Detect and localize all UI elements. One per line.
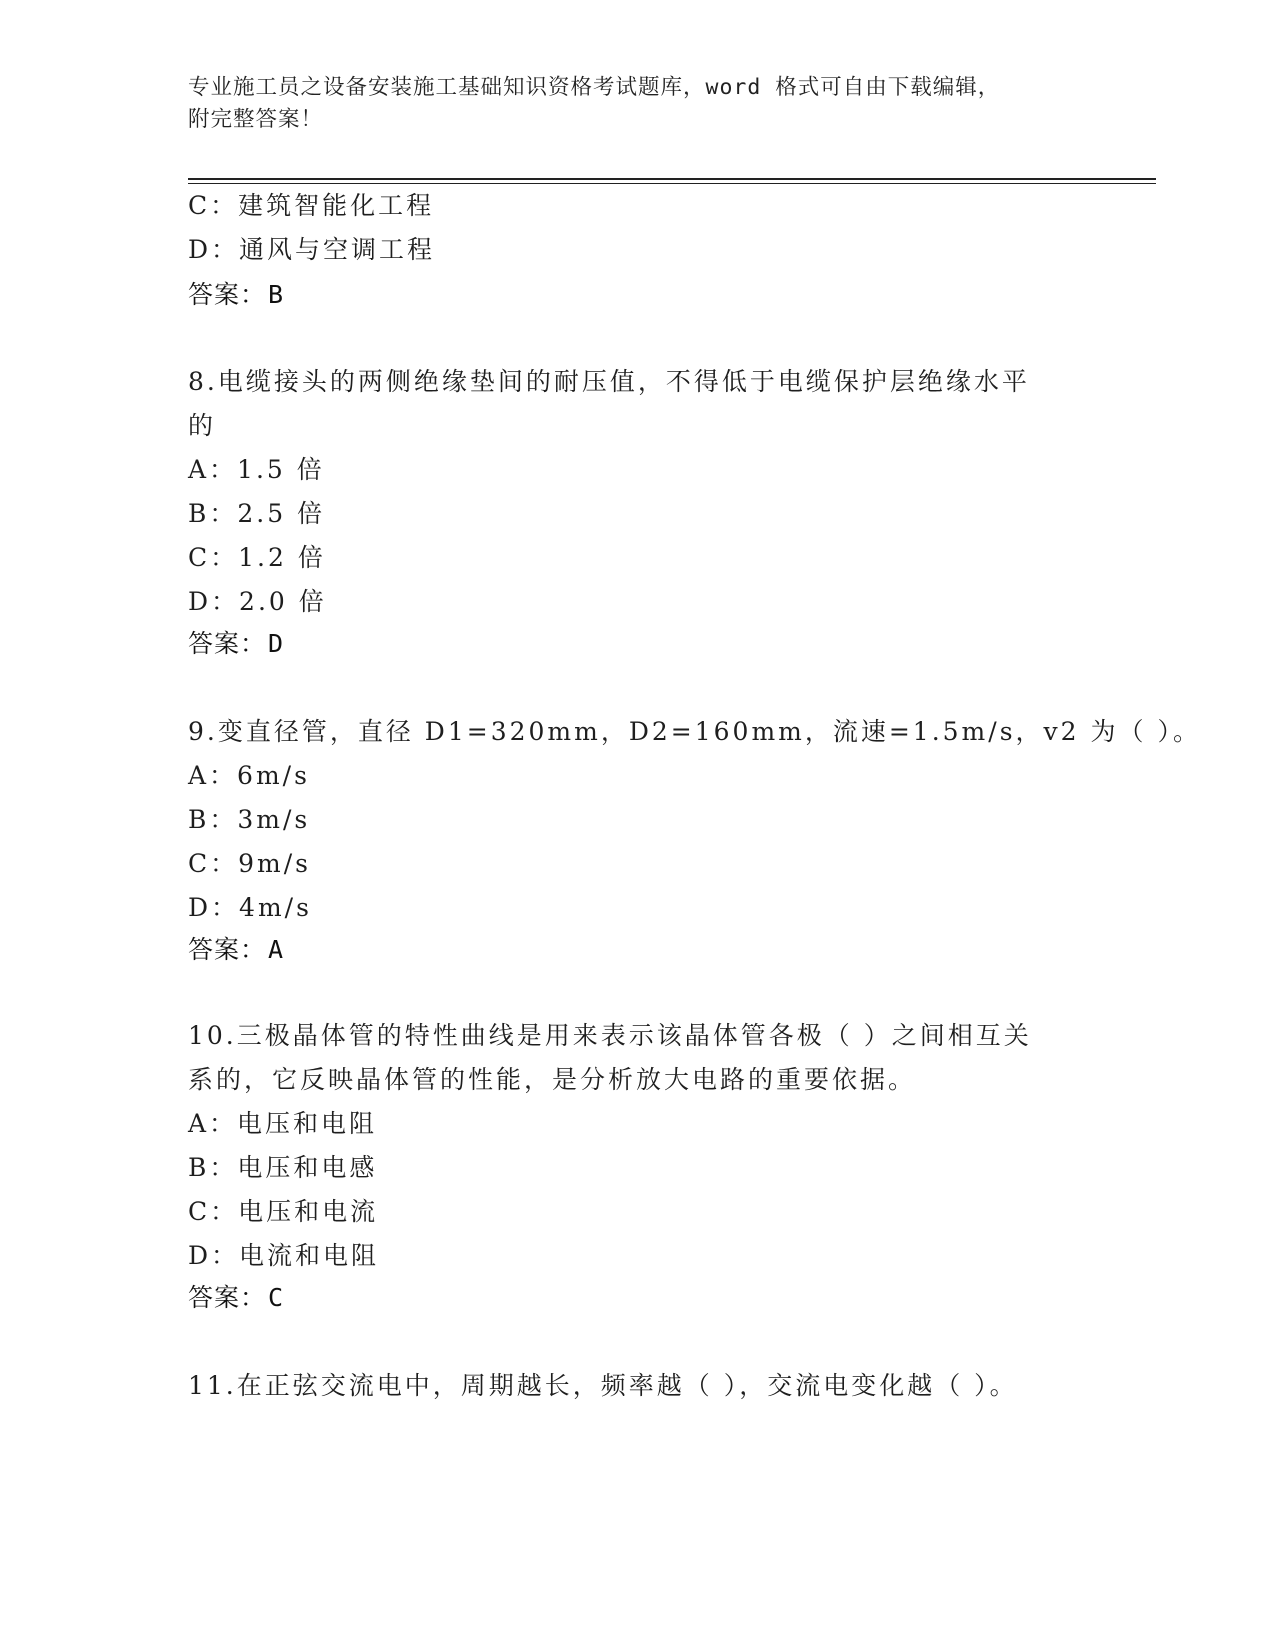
q11-stem-line-1: 11.在正弦交流电中，周期越长，频率越（ ），交流电变化越（ ）。	[188, 1371, 1018, 1400]
answer-value: D	[268, 629, 285, 658]
document-header	[188, 72, 1088, 136]
q8-answer	[188, 624, 284, 660]
q10-stem-line-1: 10.三极晶体管的特性曲线是用来表示该晶体管各极（ ）之间相互关	[188, 1021, 1032, 1050]
q7-option-c: C：建筑智能化工程	[188, 191, 435, 220]
q10-option-a: A：电压和电阻	[188, 1109, 378, 1138]
q8-stem-line-1: 8.电缆接头的两侧绝缘垫间的耐压值，不得低于电缆保护层绝缘水平	[188, 367, 1030, 396]
header-divider-thin	[188, 183, 1156, 184]
q8-option-b: B：2.5 倍	[188, 499, 326, 528]
answer-value: C	[268, 1283, 285, 1312]
q9-option-b: B：3m/s	[188, 805, 311, 834]
q9-option-a: A：6m/s	[188, 761, 310, 790]
header-line-2: 附完整答案！	[188, 107, 324, 132]
answer-value: B	[268, 280, 285, 309]
q7-option-d: D：通风与空调工程	[188, 235, 436, 264]
q9-option-d: D：4m/s	[188, 893, 312, 922]
q8-option-c: C：1.2 倍	[188, 543, 326, 572]
answer-value: A	[268, 935, 285, 964]
q7-answer	[188, 275, 284, 311]
answer-label: 答案：	[188, 935, 267, 964]
answer-label: 答案：	[188, 629, 267, 658]
q8-option-d: D：2.0 倍	[188, 587, 327, 616]
q9-option-c: C：9m/s	[188, 849, 311, 878]
q10-option-b: B：电压和电感	[188, 1153, 378, 1182]
q9-stem-line-1: 9.变直径管，直径 D1=320mm，D2=160mm，流速=1.5m/s，v2 为（ ）。	[188, 717, 1201, 746]
q9-answer	[188, 930, 284, 966]
q8-option-a: A：1.5 倍	[188, 455, 325, 484]
header-divider-thick	[188, 178, 1156, 180]
q10-option-d: D：电流和电阻	[188, 1241, 380, 1270]
q10-stem-line-2: 系的，它反映晶体管的性能，是分析放大电路的重要依据。	[188, 1065, 917, 1094]
q10-answer	[188, 1278, 284, 1314]
q10-option-c: C：电压和电流	[188, 1197, 379, 1226]
q8-stem-line-2: 的	[188, 411, 217, 440]
header-line-1: 专业施工员之设备安装施工基础知识资格考试题库，word 格式可自由下载编辑，	[188, 75, 1001, 100]
answer-label: 答案：	[188, 280, 267, 309]
answer-label: 答案：	[188, 1283, 267, 1312]
